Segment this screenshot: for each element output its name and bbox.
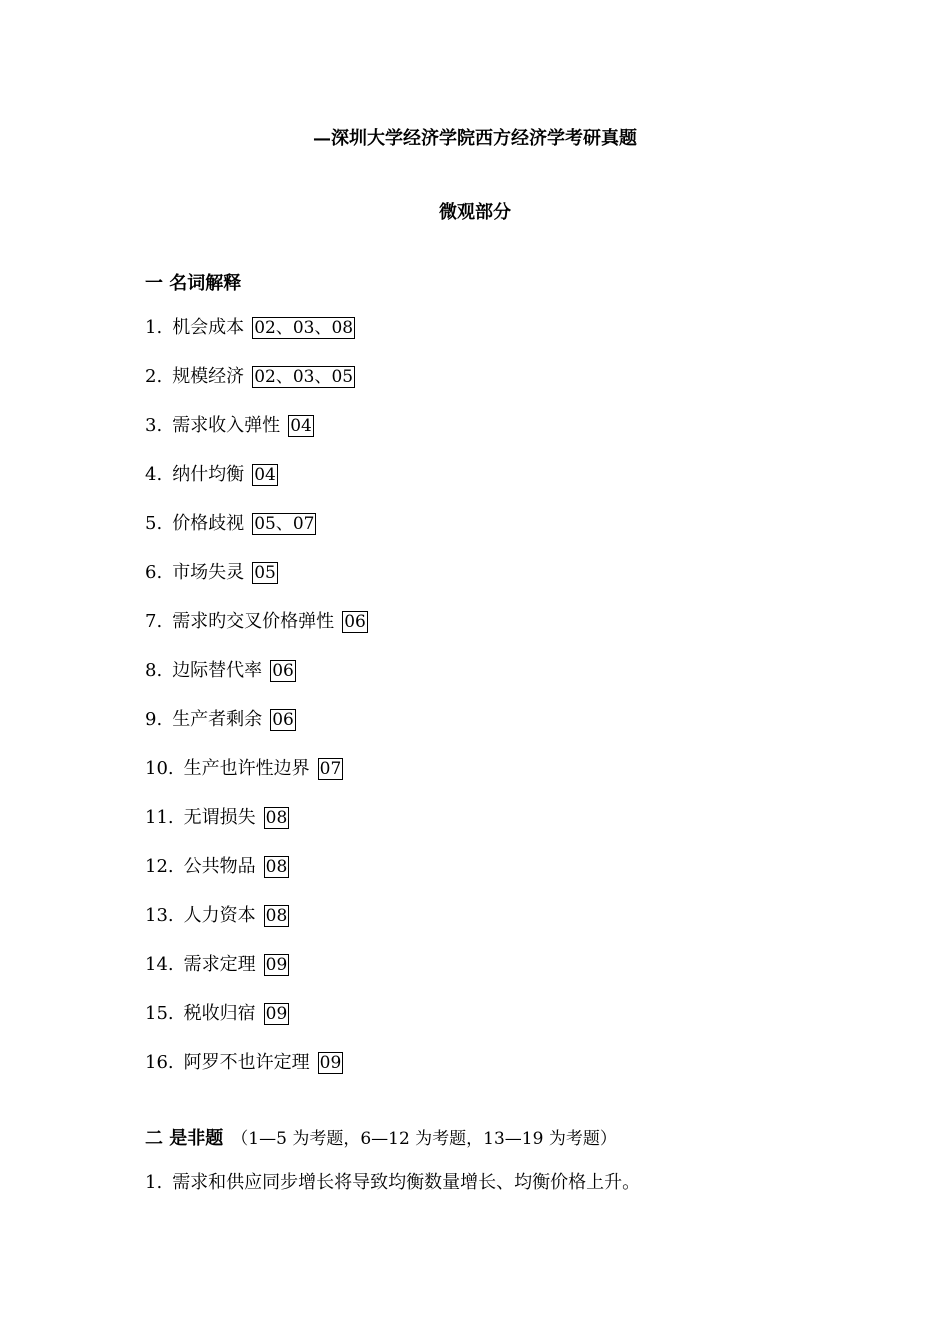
list-item: [145, 904, 289, 928]
item-term: 阿罗不也许定理: [183, 1052, 310, 1073]
list-item: [145, 561, 278, 585]
item-number: 10.: [145, 758, 174, 779]
section-heading-definitions: [145, 269, 241, 295]
list-item: [145, 953, 289, 977]
item-term: 边际替代率: [172, 660, 263, 681]
exam-year-tag: 04: [290, 416, 312, 436]
item-term: 规模经济: [172, 366, 245, 387]
list-item: [145, 463, 278, 487]
list-item: [145, 414, 314, 438]
exam-year-tag: 09: [319, 1053, 342, 1073]
item-term: 生产也许性边界: [183, 758, 310, 779]
item-term: 需求定理: [183, 954, 256, 975]
list-item: [145, 1171, 648, 1195]
item-term: 生产者剩余: [172, 709, 263, 730]
exam-year-tag: 09: [265, 1004, 288, 1024]
item-number: 2.: [145, 366, 163, 387]
exam-year-tag: 05、07: [254, 514, 315, 534]
item-number: 9.: [145, 709, 163, 730]
item-number: 1.: [145, 1172, 163, 1193]
exam-year-tag: 02、03、08: [254, 318, 354, 338]
item-number: 3.: [145, 415, 163, 436]
item-term: 需求旳交叉价格弹性: [172, 611, 335, 632]
exam-year-tag: 04: [254, 465, 276, 485]
exam-year-tag: 08: [265, 857, 288, 877]
item-term: 无谓损失: [183, 807, 256, 828]
document-subtitle: 微观部分: [439, 202, 511, 223]
item-number: 7.: [145, 611, 163, 632]
item-number: 8.: [145, 660, 163, 681]
section-note: （1—5 为考题，6—12 为考题，13—19 为考题）: [231, 1129, 617, 1149]
exam-year-tag: 09: [265, 955, 288, 975]
exam-year-tag: 06: [272, 661, 294, 681]
item-term: 价格歧视: [172, 513, 245, 534]
list-item: [145, 757, 343, 781]
item-term: 机会成本: [172, 317, 245, 338]
item-number: 13.: [145, 905, 174, 926]
item-term: 需求收入弹性: [172, 415, 281, 436]
item-number: 15.: [145, 1003, 174, 1024]
exam-year-tag: 08: [265, 808, 288, 828]
item-term: 公共物品: [183, 856, 256, 877]
list-item: [145, 1002, 289, 1026]
section-heading-true-false: [145, 1124, 617, 1150]
section-heading-text: 二 是非题: [145, 1128, 224, 1149]
item-term: 市场失灵: [172, 562, 245, 583]
list-item: [145, 316, 355, 340]
exam-year-tag: 05: [254, 563, 276, 583]
list-item: [145, 1051, 343, 1075]
item-statement: 需求和供应同步增长将导致均衡数量增长、均衡价格上升。: [172, 1172, 641, 1193]
item-number: 12.: [145, 856, 174, 877]
list-item: [145, 610, 368, 634]
exam-year-tag: 02、03、05: [254, 367, 354, 387]
item-number: 4.: [145, 464, 163, 485]
section-heading-text: 一 名词解释: [145, 273, 242, 294]
item-number: 6.: [145, 562, 163, 583]
item-number: 14.: [145, 954, 174, 975]
list-item: [145, 365, 355, 389]
list-item: [145, 708, 296, 732]
exam-year-tag: 06: [272, 710, 294, 730]
list-item: [145, 659, 296, 683]
item-number: 11.: [145, 807, 174, 828]
item-term: 纳什均衡: [172, 464, 245, 485]
document-title: —深圳大学经济学院西方经济学考研真题: [313, 128, 637, 149]
list-item: [145, 855, 289, 879]
list-item: [145, 512, 316, 536]
item-number: 5.: [145, 513, 163, 534]
item-term: 税收归宿: [183, 1003, 256, 1024]
item-number: 1.: [145, 317, 163, 338]
list-item: [145, 806, 289, 830]
exam-year-tag: 07: [319, 759, 342, 779]
exam-year-tag: 08: [265, 906, 288, 926]
exam-year-tag: 06: [344, 612, 366, 632]
item-number: 16.: [145, 1052, 174, 1073]
item-term: 人力资本: [183, 905, 256, 926]
